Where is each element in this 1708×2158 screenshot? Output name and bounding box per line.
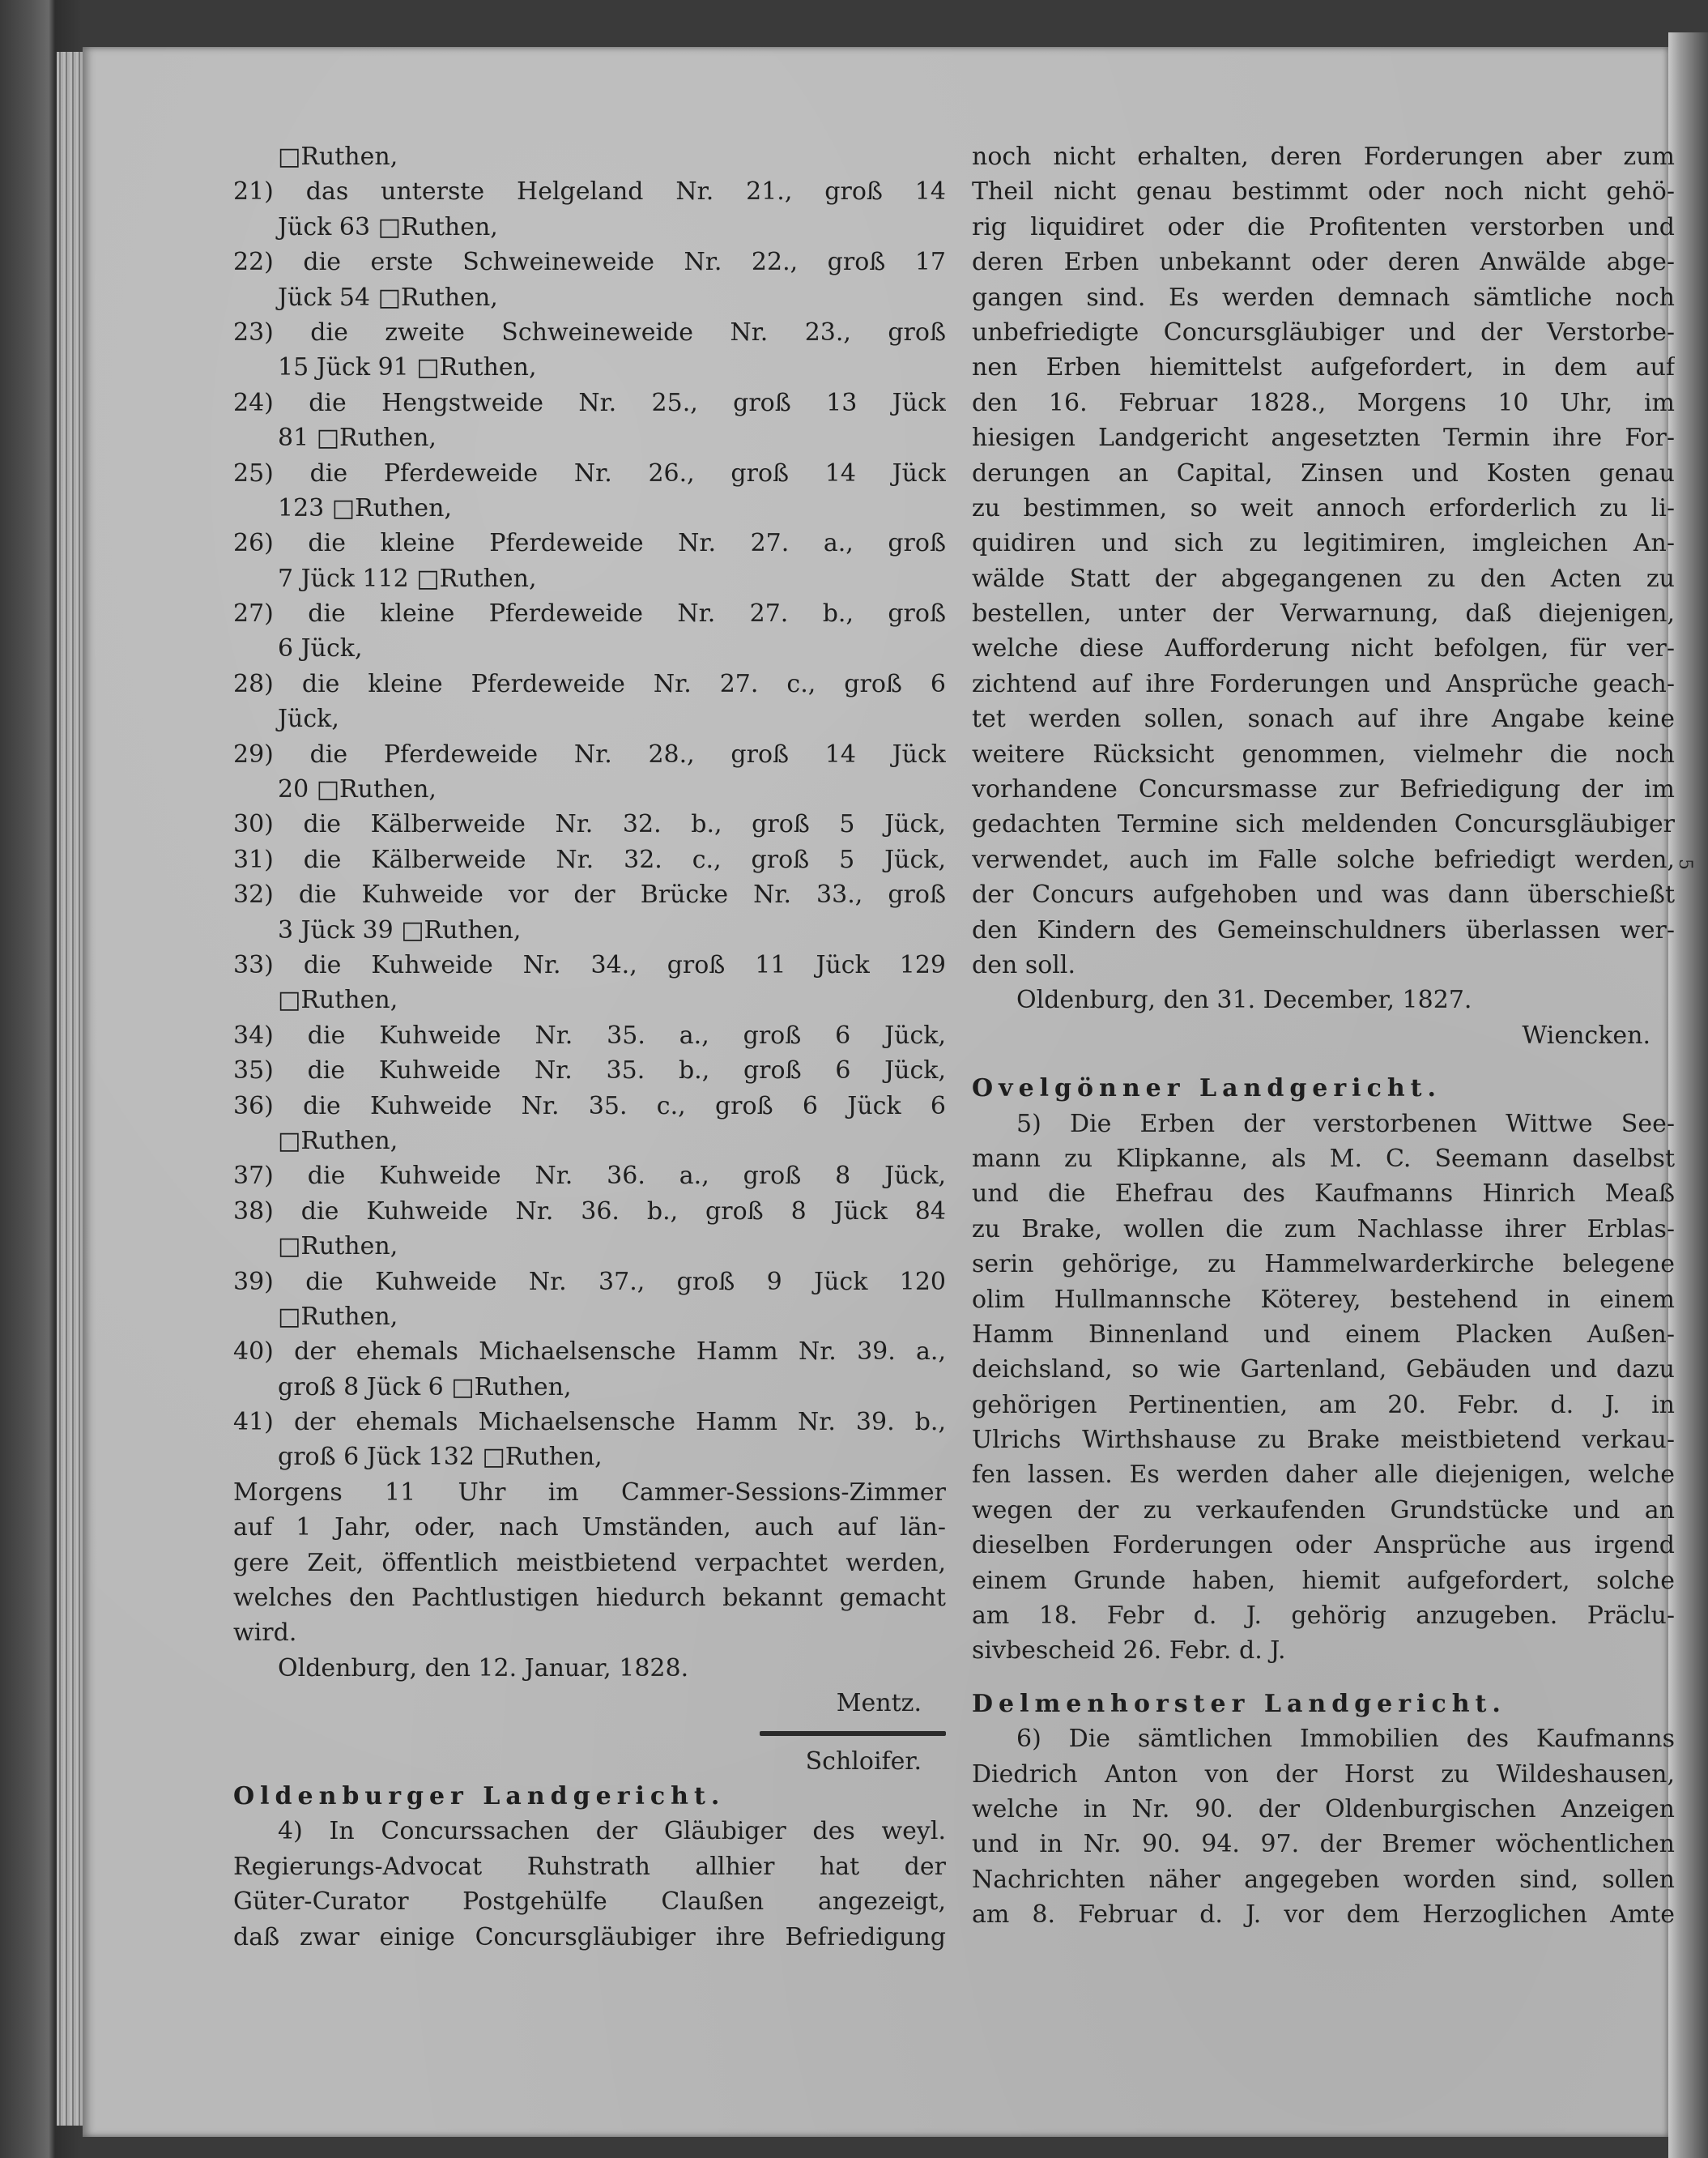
list-item-continuation: 81 □Ruthen, <box>278 424 437 453</box>
text-line: welches den Pachtlustigen hiedurch bekannt gemacht <box>233 1584 946 1613</box>
list-item-line: 27) die kleine Pferdeweide Nr. 27. b., groß <box>233 599 946 629</box>
section-heading: Delmenhorster Landgericht. <box>972 1689 1506 1718</box>
list-item-line: 22) die erste Schweineweide Nr. 22., groß 17 <box>233 248 946 277</box>
text-line: der Concurs aufgehoben und was dann überschießt <box>972 881 1675 910</box>
text-line: gere Zeit, öffentlich meistbietend verpachtet werden, <box>233 1548 946 1577</box>
text-line: Güter-Curator Postgehülfe Claußen angezeigt, <box>233 1887 946 1917</box>
text-line: zu bestimmen, so weit annoch erforderlich zu li- <box>972 493 1675 522</box>
list-item-line: 35) die Kuhweide Nr. 35. b., groß 6 Jück, <box>233 1056 946 1085</box>
list-item-continuation: □Ruthen, <box>278 986 398 1015</box>
text-line: quidiren und sich zu legitimiren, imgleichen An- <box>972 529 1675 558</box>
rule-line <box>760 1731 946 1736</box>
text-line: deichsland, so wie Gartenland, Gebäuden und dazu <box>972 1355 1675 1384</box>
text-line: mann zu Klipkanne, als M. C. Seemann daselbst <box>972 1144 1675 1173</box>
text-line: wird. <box>233 1618 297 1648</box>
text-line: wälde Statt der abgegangenen zu den Acten zu <box>972 564 1675 593</box>
list-item-continuation: Jück 54 □Ruthen, <box>278 283 498 312</box>
list-item-line: 26) die kleine Pferdeweide Nr. 27. a., groß <box>233 529 946 558</box>
text-line: gedachten Termine sich meldenden Concursgläubiger <box>972 810 1675 839</box>
list-item-line: 41) der ehemals Michaelsensche Hamm Nr. 39. b., <box>233 1408 946 1437</box>
text-line: Ulrichs Wirthshause zu Brake meistbietend verkau- <box>972 1426 1675 1455</box>
paragraph-gap <box>972 1053 1675 1071</box>
list-item-line: 24) die Hengstweide Nr. 25., groß 13 Jück <box>233 388 946 417</box>
text-line: gangen sind. Es werden demnach sämtliche noch <box>972 283 1675 312</box>
paragraph-first-line: 6) Die sämtlichen Immobilien des Kaufmanns <box>1016 1725 1675 1754</box>
text-line: welche diese Aufforderung nicht befolgen, für ver- <box>972 634 1675 663</box>
text-line: welche in Nr. 90. der Oldenburgischen Anzeigen <box>972 1794 1675 1823</box>
list-item-line: 36) die Kuhweide Nr. 35. c., groß 6 Jück 6 <box>233 1091 946 1120</box>
text-line: olim Hullmannsche Köterey, bestehend in einem <box>972 1285 1675 1314</box>
text-line: Morgens 11 Uhr im Cammer-Sessions-Zimmer <box>233 1478 946 1507</box>
left-text-column <box>233 139 946 1955</box>
paragraph-gap <box>972 1669 1675 1687</box>
list-item-line: 33) die Kuhweide Nr. 34., groß 11 Jück 129 <box>233 950 946 979</box>
signature-line: Schloifer. <box>805 1746 922 1776</box>
section-heading: Oldenburger Landgericht. <box>233 1781 726 1810</box>
list-item-continuation: Jück, <box>278 705 339 734</box>
paragraph-first-line: 5) Die Erben der verstorbenen Wittwe See- <box>1016 1109 1675 1138</box>
list-item-continuation: 3 Jück 39 □Ruthen, <box>278 915 522 945</box>
list-item-line: 25) die Pferdeweide Nr. 26., groß 14 Jück <box>233 458 946 488</box>
list-item-line: 28) die kleine Pferdeweide Nr. 27. c., groß 6 <box>233 669 946 698</box>
text-line: dieselben Forderungen oder Ansprüche aus irgend <box>972 1531 1675 1560</box>
text-line: noch nicht erhalten, deren Forderungen aber zum <box>972 143 1675 171</box>
text-line: sivbescheid 26. Febr. d. J. <box>972 1636 1286 1665</box>
text-line: und die Ehefrau des Kaufmanns Hinrich Meaß <box>972 1179 1675 1209</box>
list-item-continuation: 20 □Ruthen, <box>278 775 437 804</box>
list-item-continuation: 6 Jück, <box>278 634 363 663</box>
list-item-line: 40) der ehemals Michaelsensche Hamm Nr. 39. a., <box>233 1337 946 1367</box>
paragraph-first-line: Oldenburg, den 12. Januar, 1828. <box>278 1653 689 1682</box>
text-line: Regierungs-Advocat Ruhstrath allhier hat der <box>233 1852 946 1881</box>
text-line: wegen der zu verkaufenden Grundstücke und an <box>972 1495 1675 1525</box>
text-line: den soll. <box>972 950 1075 979</box>
list-item-continuation: □Ruthen, <box>278 1232 398 1261</box>
list-item-continuation: □Ruthen, <box>278 1302 398 1331</box>
list-item-continuation: 15 Jück 91 □Ruthen, <box>278 353 537 382</box>
list-item-continuation: groß 6 Jück 132 □Ruthen, <box>278 1443 603 1472</box>
text-line: zu Brake, wollen die zum Nachlasse ihrer Erblas- <box>972 1214 1675 1243</box>
list-item-continuation: 123 □Ruthen, <box>278 493 453 522</box>
list-item-continuation: 7 Jück 112 □Ruthen, <box>278 564 537 593</box>
text-line: hiesigen Landgericht angesetzten Termin ihre For- <box>972 424 1675 453</box>
list-item-line: 31) die Kälberweide Nr. 32. c., groß 5 Jück, <box>233 845 946 874</box>
list-item-line: 34) die Kuhweide Nr. 35. a., groß 6 Jück, <box>233 1021 946 1050</box>
text-line: serin gehörige, zu Hammelwarderkirche belegene <box>972 1250 1675 1279</box>
list-item-line: 37) die Kuhweide Nr. 36. a., groß 8 Jück, <box>233 1162 946 1191</box>
list-item-continuation: □Ruthen, <box>278 143 398 171</box>
list-item-line: 30) die Kälberweide Nr. 32. b., groß 5 Jück, <box>233 810 946 839</box>
signature-line: Mentz. <box>836 1689 922 1718</box>
text-line: Diedrich Anton von der Horst zu Wildeshausen, <box>972 1759 1675 1789</box>
text-line: den Kindern des Gemeinschuldners überlassen wer- <box>972 915 1675 945</box>
right-text-column <box>972 139 1675 1933</box>
text-line: unbefriedigte Concursgläubiger und der Verstorbe- <box>972 318 1675 347</box>
text-line: Nachrichten näher angegeben worden sind, sollen <box>972 1865 1675 1894</box>
signature-rule <box>233 1721 946 1744</box>
text-line: Theil nicht genau bestimmt oder noch nicht gehö- <box>972 177 1675 207</box>
list-item-line: 39) die Kuhweide Nr. 37., groß 9 Jück 120 <box>233 1267 946 1296</box>
list-item-line: 23) die zweite Schweineweide Nr. 23., groß <box>233 318 946 347</box>
text-line: deren Erben unbekannt oder deren Anwälde abge- <box>972 248 1675 277</box>
list-item-continuation: Jück 63 □Ruthen, <box>278 212 498 241</box>
text-line: zichtend auf ihre Forderungen und Ansprüche geach- <box>972 669 1675 698</box>
text-line: bestellen, unter der Verwarnung, daß diejenigen, <box>972 599 1675 629</box>
list-item-continuation: □Ruthen, <box>278 1126 398 1155</box>
gutter-mark: 5 <box>1675 859 1695 870</box>
text-line: auf 1 Jahr, oder, nach Umständen, auch auf län- <box>233 1513 946 1542</box>
list-item-line: 29) die Pferdeweide Nr. 28., groß 14 Jück <box>233 740 946 769</box>
section-heading: Ovelgönner Landgericht. <box>972 1074 1442 1103</box>
list-item-line: 21) das unterste Helgeland Nr. 21., groß 14 <box>233 177 946 207</box>
text-line: am 8. Februar d. J. vor dem Herzoglichen Amte <box>972 1900 1675 1930</box>
list-item-continuation: groß 8 Jück 6 □Ruthen, <box>278 1372 572 1401</box>
signature-line: Wiencken. <box>1522 1021 1650 1050</box>
text-line: weitere Rücksicht genommen, vielmehr die noch <box>972 740 1675 769</box>
paragraph-first-line: 4) In Concurssachen der Gläubiger des weyl. <box>278 1817 946 1846</box>
text-line: daß zwar einige Concursgläubiger ihre Befriedigung <box>233 1922 946 1951</box>
text-line: rig liquidiret oder die Profitenten verstorben und <box>972 212 1675 241</box>
text-line: und in Nr. 90. 94. 97. der Bremer wöchentlichen <box>972 1830 1675 1859</box>
paragraph-first-line: Oldenburg, den 31. December, 1827. <box>1016 986 1472 1015</box>
text-line: verwendet, auch im Falle solche befriedigt werden, <box>972 845 1675 874</box>
text-line: derungen an Capital, Zinsen und Kosten genau <box>972 458 1675 488</box>
text-line: den 16. Februar 1828., Morgens 10 Uhr, im <box>972 388 1675 417</box>
text-line: Hamm Binnenland und einem Placken Außen- <box>972 1320 1675 1349</box>
text-line: am 18. Febr d. J. gehörig anzugeben. Präclu- <box>972 1601 1675 1631</box>
text-line: tet werden sollen, sonach auf ihre Angabe keine <box>972 705 1675 734</box>
text-line: vorhandene Concursmasse zur Befriedigung der im <box>972 775 1675 804</box>
list-item-line: 32) die Kuhweide vor der Brücke Nr. 33., groß <box>233 881 946 910</box>
text-line: fen lassen. Es werden daher alle diejenigen, welche <box>972 1461 1675 1490</box>
text-line: gehörigen Pertinentien, am 20. Febr. d. J. in <box>972 1390 1675 1419</box>
list-item-line: 38) die Kuhweide Nr. 36. b., groß 8 Jück 84 <box>233 1196 946 1226</box>
text-line: einem Grunde haben, hiemit aufgefordert, solche <box>972 1566 1675 1595</box>
text-line: nen Erben hiemittelst aufgefordert, in dem auf <box>972 353 1675 382</box>
